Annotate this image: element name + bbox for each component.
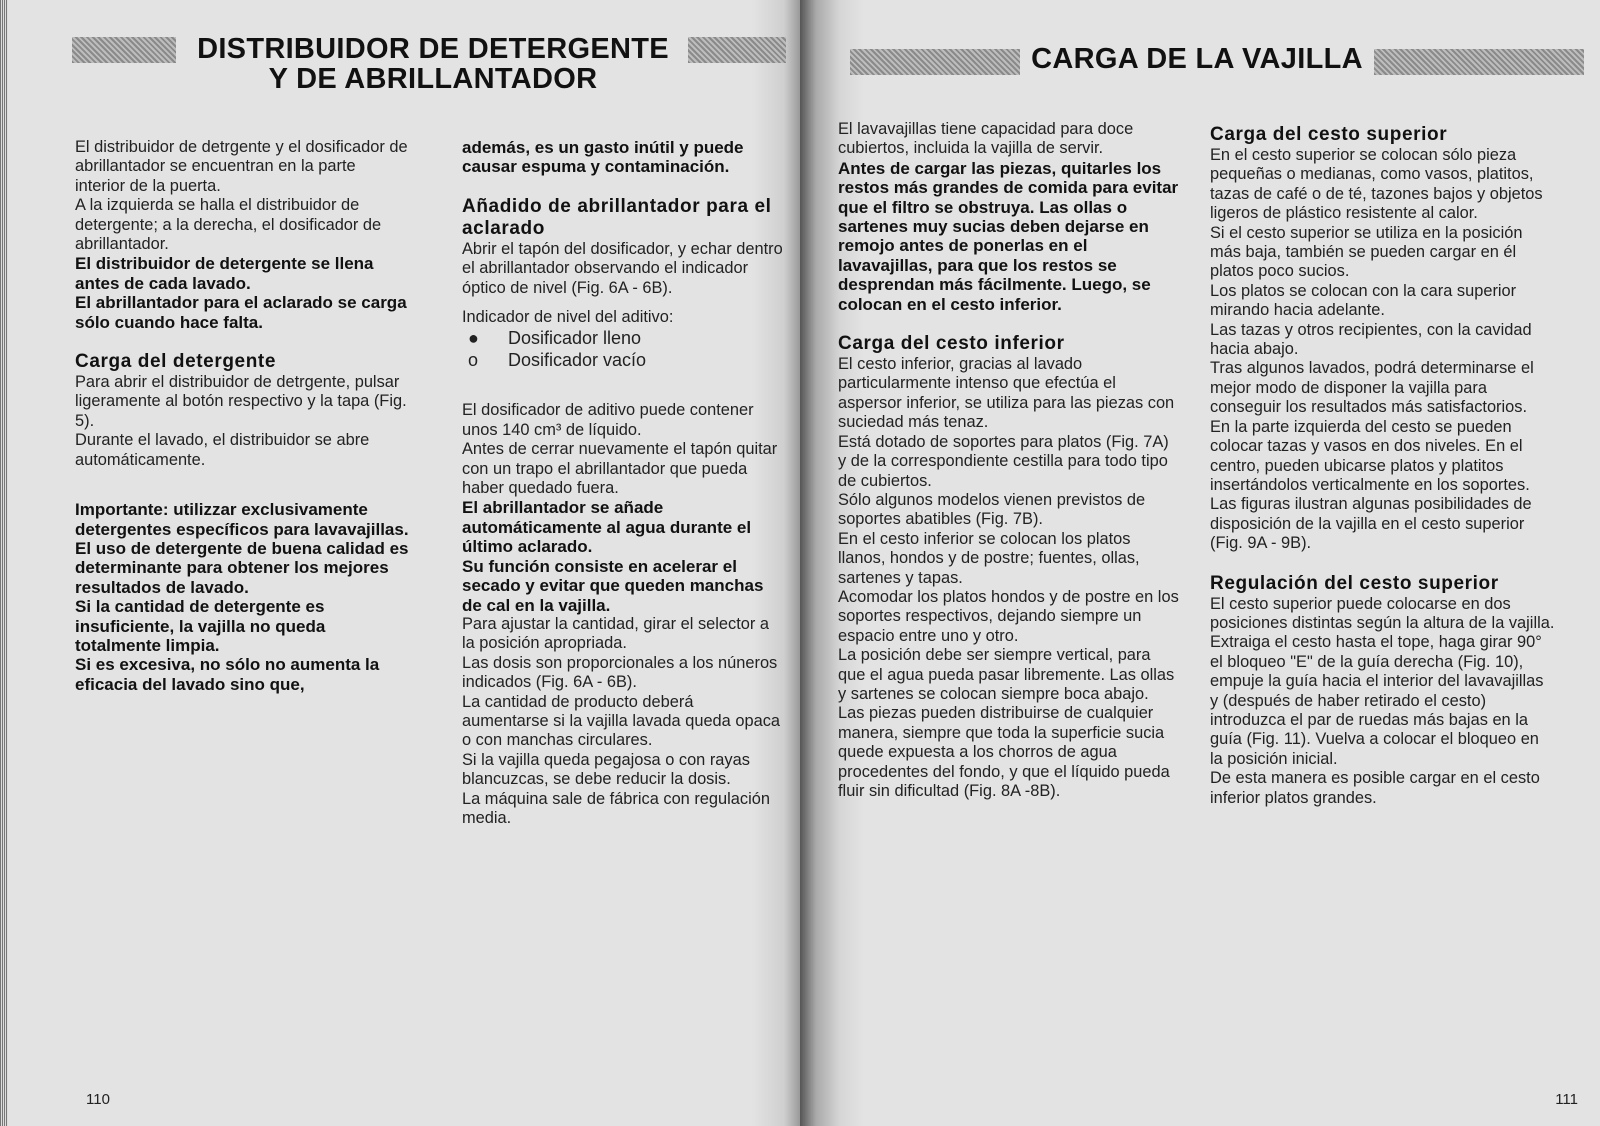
left-column-1 — [75, 138, 410, 694]
bold-paragraph: El abrillantador se añade automáticamente al agua durante el último aclarado. — [462, 498, 752, 557]
empty-dot-icon: o — [468, 350, 479, 371]
indicator-full — [468, 327, 784, 349]
paragraph: Tras algunos lavados, podrá determinarse el mejor modo de disponer la vajilla para conseguir los resultados más satisfactorios. — [1210, 359, 1534, 417]
paragraph: La posición debe ser siempre vertical, para que el agua pueda pasar libremente. Las ollas y sartenes se colocan siempre boca abajo. — [838, 646, 1175, 703]
paragraph: En la parte izquierda del cesto se pueden colocar tazas y vasos en dos niveles. En el centro, pueden ubicarse platos y platitos insertándolos verticalmente en los soportes. — [1210, 417, 1530, 494]
bold-paragraph: Antes de cargar las piezas, quitarles los restos más grandes de comida para evitar que el filtro se obstruya. Las ollas o sartenes muy sucias deben dejarse en remojo antes de ponerlas en el lavavajillas, para que los restos se desprendan más fácilmente. Luego, se colocan en el cesto inferior. — [838, 158, 1179, 314]
paragraph: Antes de cerrar nuevamente el tapón quitar con un trapo el abrillantador que pueda haber quedado fuera. — [462, 440, 778, 498]
paragraph: La máquina sale de fábrica con regulación media. — [462, 789, 770, 827]
filled-dot-icon: ● — [468, 328, 479, 349]
paragraph: Las figuras ilustran algunas posibilidades de disposición de la vajilla en el cesto superior (Fig. 9A - 9B). — [1210, 495, 1532, 553]
paragraph: El distribuidor de detrgente y el dosificador de abrillantador se encuentran en la parte interior de la puerta. — [75, 138, 408, 195]
bold-paragraph: El distribuidor de detergente se llena antes de cada lavado. — [75, 254, 374, 293]
right-column-2 — [1210, 124, 1555, 808]
page-edge — [0, 0, 8, 1126]
bold-paragraph: Si la cantidad de detergente es insuficiente, la vajilla no queda totalmente limpia. — [75, 597, 326, 655]
bold-paragraph: Su función consiste en acelerar el secado y evitar que queden manchas de cal en la vajilla. — [462, 556, 764, 615]
title-band-left — [72, 37, 176, 63]
paragraph: Las dosis son proporcionales a los núneros indicados (Fig. 6A - 6B). — [462, 653, 778, 692]
paragraph: La cantidad de producto deberá aumentarse si la vajilla lavada queda opaca o con manchas circulares. — [462, 692, 781, 750]
title-line-1: DISTRIBUIDOR DE DETERGENTE — [197, 33, 669, 65]
bold-paragraph: El uso de detergente de buena calidad es determinante para obtener los mejores resultados de lavado. — [75, 538, 409, 597]
indicator-label: Dosificador lleno — [508, 328, 642, 349]
paragraph: El cesto superior puede colocarse en dos posiciones distintas según la altura de la vajilla. — [1210, 594, 1555, 632]
indicator-empty — [468, 349, 784, 371]
paragraph: En el cesto inferior se colocan los platos llanos, hondos y de postre; fuentes, ollas, sartenes y tapas. — [838, 529, 1140, 587]
page-title: CARGA DE LA VAJILLA — [1031, 43, 1363, 75]
paragraph: El lavavajillas tiene capacidad para doce cubiertos, incluida la vajilla de servir. — [838, 120, 1134, 158]
page-number: 110 — [86, 1091, 110, 1108]
section-heading: Carga del cesto inferior — [838, 333, 1065, 355]
paragraph: Durante el lavado, el distribuidor se abre automáticamente. — [75, 431, 370, 469]
paragraph: Sólo algunos modelos vienen previstos de soportes abatibles (Fig. 7B). — [838, 490, 1146, 529]
paragraph: Extraiga el cesto hasta el tope, haga girar 90° el bloqueo "E" de la guía derecha (Fig. 10), empuje la guía hacia el interior del lavavajillas y (después de haber retirado el cesto) introduzca el par de ruedas más bajas en la guía (Fig. 11). Vuelva a colocar el bloqueo en la posición inicial. — [1210, 633, 1544, 768]
paragraph: Las tazas y otros recipientes, con la cavidad hacia abajo. — [1210, 320, 1532, 359]
indicator-label: Dosificador vacío — [508, 350, 647, 371]
title-band-right — [688, 37, 786, 63]
section-heading: Añadido de abrillantador para el aclarado — [462, 195, 772, 239]
title-band-right — [1374, 49, 1584, 75]
paragraph: De esta manera es posible cargar en el cesto inferior platos grandes. — [1210, 769, 1540, 807]
paragraph: Para ajustar la cantidad, girar el selector a la posición apropriada. — [462, 614, 770, 653]
title-line-2: Y DE ABRILLANTADOR — [268, 63, 598, 95]
section-heading: Carga del detergente — [75, 351, 276, 373]
paragraph: Si el cesto superior se utiliza en la posición más baja, también se pueden cargar en él platos poco sucios. — [1210, 223, 1523, 281]
paragraph: A la izquierda se halla el distribuidor de detergente; a la derecha, el dosificador de abrillantador. — [75, 196, 382, 254]
bold-paragraph: además, es un gasto inútil y puede causar espuma y contaminación. — [462, 138, 744, 177]
paragraph: El cesto inferior, gracias al lavado particularmente intenso que efectúa el aspersor inferior, se utiliza para las piezas con suciedad más tenaz. — [838, 355, 1175, 432]
title-band-left — [850, 49, 1020, 75]
paragraph: Si la vajilla queda pegajosa o con rayas blancuzcas, se debe reducir la dosis. — [462, 750, 750, 789]
bold-paragraph: Si es excesiva, no sólo no aumenta la eficacia del lavado sino que, — [75, 655, 380, 694]
right-column-1 — [838, 120, 1180, 801]
important-note: Importante: utilizzar exclusivamente detergentes específicos para lavavajillas. — [75, 500, 409, 539]
page-number: 111 — [1555, 1091, 1578, 1108]
right-page — [800, 0, 1600, 1126]
paragraph: Los platos se colocan con la cara superior mirando hacia adelante. — [1210, 281, 1517, 320]
paragraph: El dosificador de aditivo puede contener unos 140 cm³ de líquido. — [462, 401, 754, 439]
paragraph: Las piezas pueden distribuirse de cualquier manera, siempre que toda la superficie sucia quede expuesta a los chorros de agua procedentes del fondo, y que el líquido pueda fluir sin dificultad (Fig. 8A -8B). — [838, 704, 1170, 800]
paragraph: Abrir el tapón del dosificador, y echar dentro el abrillantador observando el indicador óptico de nivel (Fig. 6A - 6B). — [462, 239, 783, 297]
left-column-2 — [462, 138, 784, 828]
bold-paragraph: El abrillantador para el aclarado se carga sólo cuando hace falta. — [75, 293, 407, 332]
paragraph: Para abrir el distribuidor de detrgente, pulsar ligeramente al botón respectivo y la tapa (Fig. 5). — [75, 373, 407, 430]
section-heading: Carga del cesto superior — [1210, 124, 1448, 145]
paragraph: Acomodar los platos hondos y de postre en los soportes respectivos, dejando siempre un espacio entre uno y otro. — [838, 587, 1179, 645]
paragraph: Está dotado de soportes para platos (Fig. 7A) y de la correspondiente cestilla para todo tipo de cubiertos. — [838, 432, 1169, 490]
paragraph: En el cesto superior se colocan sólo pieza pequeñas o medianas, como vasos, platitos, tazas de café o de té, tazones bajos y objetos ligeros de plástico resistente al calor. — [1210, 146, 1543, 223]
section-heading: Regulación del cesto superior — [1210, 572, 1499, 594]
paragraph: Indicador de nivel del aditivo: — [462, 308, 674, 327]
page-title — [178, 34, 688, 94]
